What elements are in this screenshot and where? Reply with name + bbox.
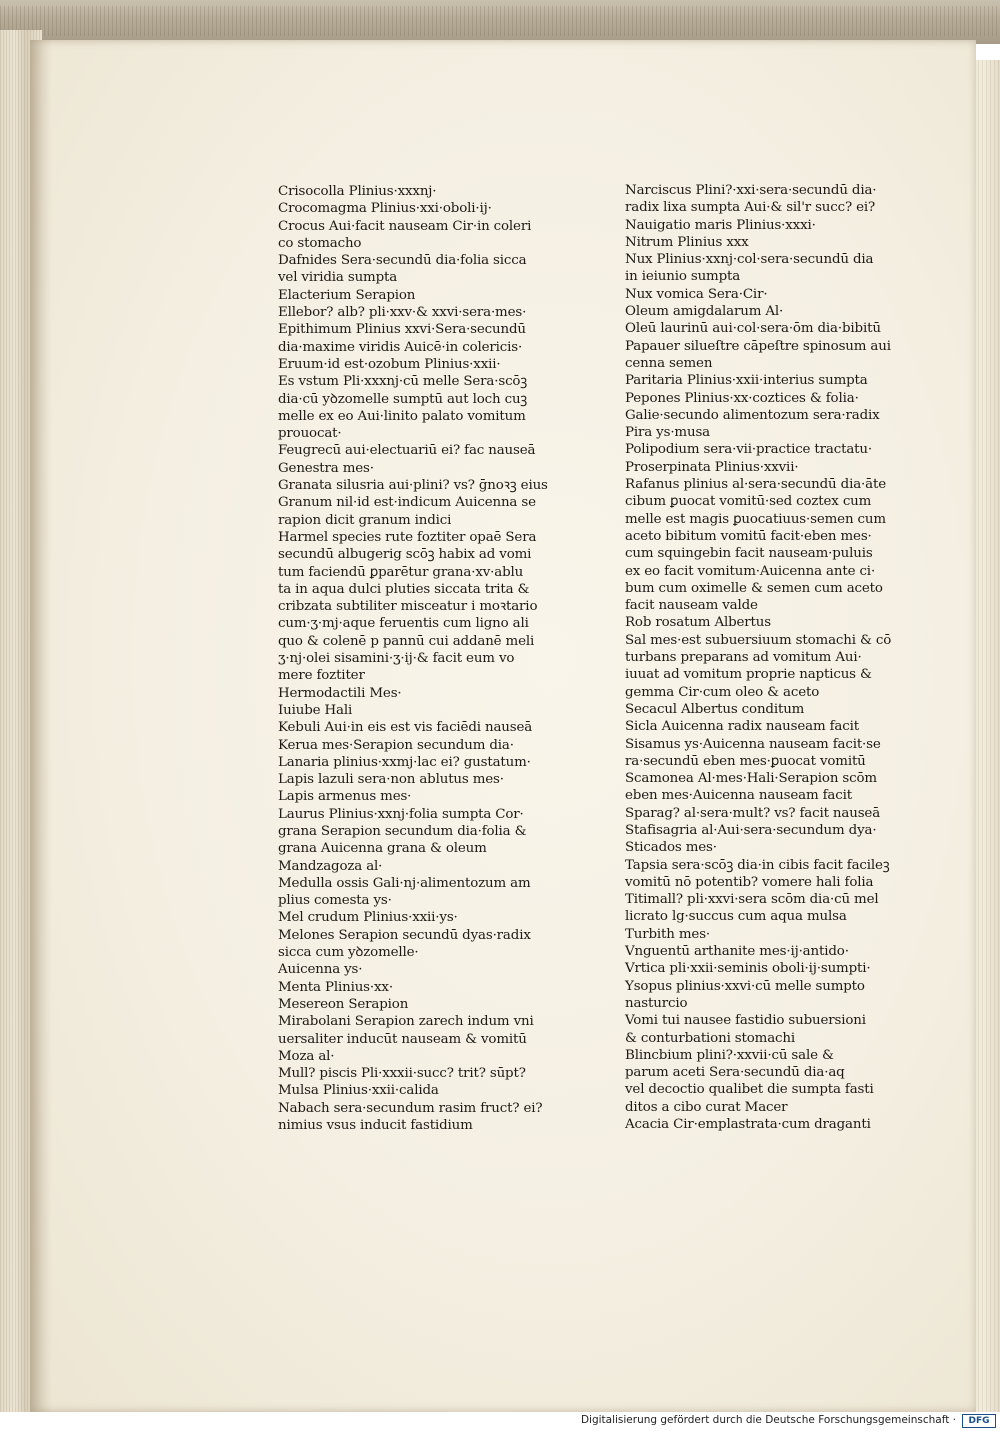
text-line: Blincbium plini?·xxvii·cū sale & bbox=[625, 1047, 834, 1063]
text-line: dia·maxime viridis Auicē·in colericis· bbox=[278, 339, 523, 355]
text-line: Crocomagma Plinius·xxi·oboli·ij· bbox=[278, 201, 492, 217]
text-line: nasturcio bbox=[625, 995, 688, 1011]
text-line: Lanaria plinius·xxmj·lac ei? gustatum· bbox=[278, 754, 531, 770]
text-line: Scamonea Al·mes·Hali·Serapion scōm bbox=[625, 771, 877, 787]
text-line: Es vstum Pli·xxxnj·cū melle Sera·scōꝫ bbox=[278, 374, 528, 390]
text-line: ra·secundū eben mes·ꝑuocat vomitū bbox=[625, 753, 866, 769]
text-line: Proserpinata Plinius·xxvii· bbox=[625, 459, 799, 475]
text-line: Rafanus plinius al·sera·secundū dia·āte bbox=[625, 477, 886, 493]
text-line: aceto bibitum vomitū facit·eben mes· bbox=[625, 528, 872, 544]
text-line: Pira ys·musa bbox=[625, 425, 711, 441]
text-line: radix lixa sumpta Aui·& sil'r succ? ei? bbox=[625, 200, 876, 216]
text-line: Mesereon Serapion bbox=[278, 996, 409, 1012]
text-line: Oleum amigdalarum Al· bbox=[625, 304, 784, 320]
text-line: licrato lg·succus cum aqua mulsa bbox=[625, 909, 847, 925]
text-line: Papauer silueſtre cāpeſtre spinosum aui bbox=[625, 338, 891, 354]
text-line: cibum ꝑuocat vomitū·sed coztex cum bbox=[625, 494, 872, 510]
text-line: Paritaria Plinius·xxii·interius sumpta bbox=[625, 373, 868, 389]
text-line: Nux vomica Sera·Cir· bbox=[625, 286, 768, 302]
text-line: Moza al· bbox=[278, 1048, 335, 1064]
text-line: ex eo facit vomitum·Auicenna ante ci· bbox=[625, 563, 876, 579]
text-line: Dafnides Sera·secundū dia·folia sicca bbox=[278, 253, 527, 269]
text-line: eben mes·Auicenna nauseam facit bbox=[625, 788, 852, 804]
text-line: secundū albugerig scōꝫ habix ad vomi bbox=[278, 547, 532, 563]
text-line: & conturbationi stomachi bbox=[625, 1030, 796, 1046]
funding-credit: Digitalisierung gefördert durch die Deutsche Forschungsgemeinschaft · bbox=[580, 1414, 956, 1426]
text-line: Epithimum Plinius xxvi·Sera·secundū bbox=[278, 322, 526, 338]
text-line: Ysopus plinius·xxvi·cū melle sumpto bbox=[625, 978, 865, 994]
text-line: cenna semen bbox=[625, 355, 713, 371]
text-line: grana Serapion secundum dia·folia & bbox=[278, 823, 527, 839]
text-line: vel decoctio qualibet die sumpta fasti bbox=[625, 1082, 874, 1098]
text-line: Nitrum Plinius xxx bbox=[625, 234, 749, 250]
text-line: ta in aqua dulci pluties siccata trita & bbox=[278, 581, 530, 597]
text-line: Kebuli Aui·in eis est vis faciēdi nauseā bbox=[278, 720, 533, 736]
text-line: Acacia Cir·emplastrata·cum draganti bbox=[625, 1117, 871, 1133]
text-line: Nabach sera·secundum rasim fruct? ei? bbox=[278, 1100, 543, 1116]
text-line: facit nauseam valde bbox=[625, 598, 758, 614]
text-line: Nux Plinius·xxnj·col·sera·secundū dia bbox=[625, 252, 874, 268]
text-line: co stomacho bbox=[278, 235, 362, 251]
dfg-logo: DFG bbox=[962, 1414, 996, 1428]
text-line: Iuiube Hali bbox=[278, 702, 353, 718]
text-line: Medulla ossis Gali·nj·alimentozum am bbox=[278, 875, 531, 891]
text-line: Lapis lazuli sera·non ablutus mes· bbox=[278, 772, 504, 788]
text-line: Elacterium Serapion bbox=[278, 287, 416, 303]
text-line: rapion dicit granum indici bbox=[278, 512, 452, 528]
text-line: Sicla Auicenna radix nauseam facit bbox=[625, 719, 859, 735]
text-line: Secacul Albertus conditum bbox=[625, 701, 805, 717]
text-line: Crisocolla Plinius·xxxnj· bbox=[278, 184, 437, 199]
text-line: Narciscus Plini?·xxi·sera·secundū dia· bbox=[625, 183, 877, 198]
text-line: iuuat ad vomitum proprie napticus & bbox=[625, 667, 872, 683]
text-line: Turbith mes· bbox=[625, 926, 711, 942]
text-line: Polipodium sera·vii·practice tractatu· bbox=[625, 442, 872, 458]
text-line: turbans preparans ad vomitum Aui· bbox=[625, 650, 862, 666]
text-line: Hermodactili Mes· bbox=[278, 685, 402, 701]
page-gutter-shadow bbox=[30, 40, 52, 1412]
text-line: Sisamus ys·Auicenna nauseam facit·se bbox=[625, 736, 881, 752]
text-line: Lapis armenus mes· bbox=[278, 789, 412, 805]
text-line: Vomi tui nausee fastidio subuersioni bbox=[625, 1013, 866, 1029]
text-line: ditos a cibo curat Macer bbox=[625, 1099, 788, 1115]
text-line: Mull? piscis Pli·xxxii·succ? trit? sūpt? bbox=[278, 1066, 526, 1082]
text-line: Nauigatio maris Plinius·xxxi· bbox=[625, 217, 816, 233]
text-line: cribzata subtiliter misceatur i moꝛtario bbox=[278, 599, 538, 615]
text-line: mere foztiter bbox=[278, 668, 365, 684]
left-text-column bbox=[278, 183, 568, 1134]
text-line: nimius vsus inducit fastidium bbox=[278, 1118, 473, 1134]
text-line: plius comesta ys· bbox=[278, 893, 392, 909]
text-line: bum cum oximelle & semen cum aceto bbox=[625, 580, 883, 596]
text-line: Mandzagoza al· bbox=[278, 858, 383, 874]
text-line: Ellebor? alb? pli·xxv·& xxvi·sera·mes· bbox=[278, 305, 527, 321]
text-line: Stafisagria al·Aui·sera·secundum dya· bbox=[625, 822, 877, 838]
text-line: Mulsa Plinius·xxii·calida bbox=[278, 1083, 439, 1099]
text-line: vomitū nō potentib? vomere hali folia bbox=[625, 874, 874, 890]
text-line: Kerua mes·Serapion secundum dia· bbox=[278, 737, 514, 753]
text-line: vel viridia sumpta bbox=[278, 270, 398, 286]
text-line: Genestra mes· bbox=[278, 460, 374, 476]
text-line: prouocat· bbox=[278, 426, 342, 442]
text-line: Sal mes·est subuersiuum stomachi & cō bbox=[625, 632, 892, 648]
right-text-column bbox=[625, 182, 915, 1133]
text-line: uersaliter inducūt nauseam & vomitū bbox=[278, 1031, 527, 1047]
text-line: Rob rosatum Albertus bbox=[625, 615, 771, 631]
text-line: cum squingebin facit nauseam·puluis bbox=[625, 546, 873, 562]
text-line: quo & colenē p pannū cui addanē meli bbox=[278, 633, 535, 649]
text-line: Auicenna ys· bbox=[278, 962, 363, 978]
text-line: Melones Serapion secundū dyas·radix bbox=[278, 927, 531, 943]
text-line: Mel crudum Plinius·xxii·ys· bbox=[278, 910, 458, 926]
text-line: Laurus Plinius·xxnj·folia sumpta Cor· bbox=[278, 806, 524, 822]
text-line: Vnguentū arthanite mes·ij·antido· bbox=[625, 944, 849, 960]
text-line: Harmel species rute foztiter opaē Sera bbox=[278, 529, 537, 545]
text-line: Pepones Plinius·xx·coztices & folia· bbox=[625, 390, 859, 406]
text-line: Oleū laurinū aui·col·sera·ōm dia·bibitū bbox=[625, 321, 881, 337]
text-line: tum faciendū ꝑparētur grana·xv·ablu bbox=[278, 564, 524, 580]
text-line: Galie·secundo alimentozum sera·radix bbox=[625, 407, 880, 423]
text-line: gemma Cir·cum oleo & aceto bbox=[625, 684, 820, 700]
text-line: Feugrecū aui·electuariū ei? fac nauseā bbox=[278, 443, 536, 459]
text-line: Granata silusria aui·plini? vs? ḡnoꝛꝫ eius bbox=[278, 478, 548, 494]
text-line: Menta Plinius·xx· bbox=[278, 979, 393, 995]
text-line: grana Auicenna grana & oleum bbox=[278, 841, 487, 857]
text-line: parum aceti Sera·secundū dia·aq bbox=[625, 1065, 845, 1081]
text-line: Titimall? pli·xxvi·sera scōm dia·cū mel bbox=[625, 892, 879, 908]
text-line: Vrtica pli·xxii·seminis oboli·ij·sumpti· bbox=[625, 961, 871, 977]
text-line: Granum nil·id est·indicum Auicenna se bbox=[278, 495, 536, 511]
footer-bar bbox=[0, 1412, 1000, 1431]
text-line: melle ex eo Aui·linito palato vomitum bbox=[278, 408, 526, 424]
text-line: Eruum·id est·ozobum Plinius·xxii· bbox=[278, 356, 501, 372]
text-line: Mirabolani Serapion zarech indum vni bbox=[278, 1014, 534, 1030]
text-line: cum·ʒ·mj·aque feruentis cum ligno ali bbox=[278, 616, 529, 632]
text-line: melle est magis ꝑuocatiuus·semen cum bbox=[625, 511, 886, 527]
binding-texture bbox=[0, 6, 1000, 36]
text-line: Sticados mes· bbox=[625, 840, 717, 856]
text-line: in ieiunio sumpta bbox=[625, 269, 741, 285]
text-line: sicca cum yꝺzomelle· bbox=[278, 945, 419, 961]
text-line: dia·cū yꝺzomelle sumptū aut loch cuꝫ bbox=[278, 391, 528, 407]
text-line: Tapsia sera·scōꝫ dia·in cibis facit facileꝫ bbox=[625, 857, 890, 873]
text-line: Sparag? al·sera·mult? vs? facit nauseā bbox=[625, 805, 881, 821]
text-line: Crocus Aui·facit nauseam Cir·in coleri bbox=[278, 218, 532, 234]
text-line: ʒ·nj·olei sisamini·ʒ·ij·& facit eum vo bbox=[278, 651, 515, 667]
